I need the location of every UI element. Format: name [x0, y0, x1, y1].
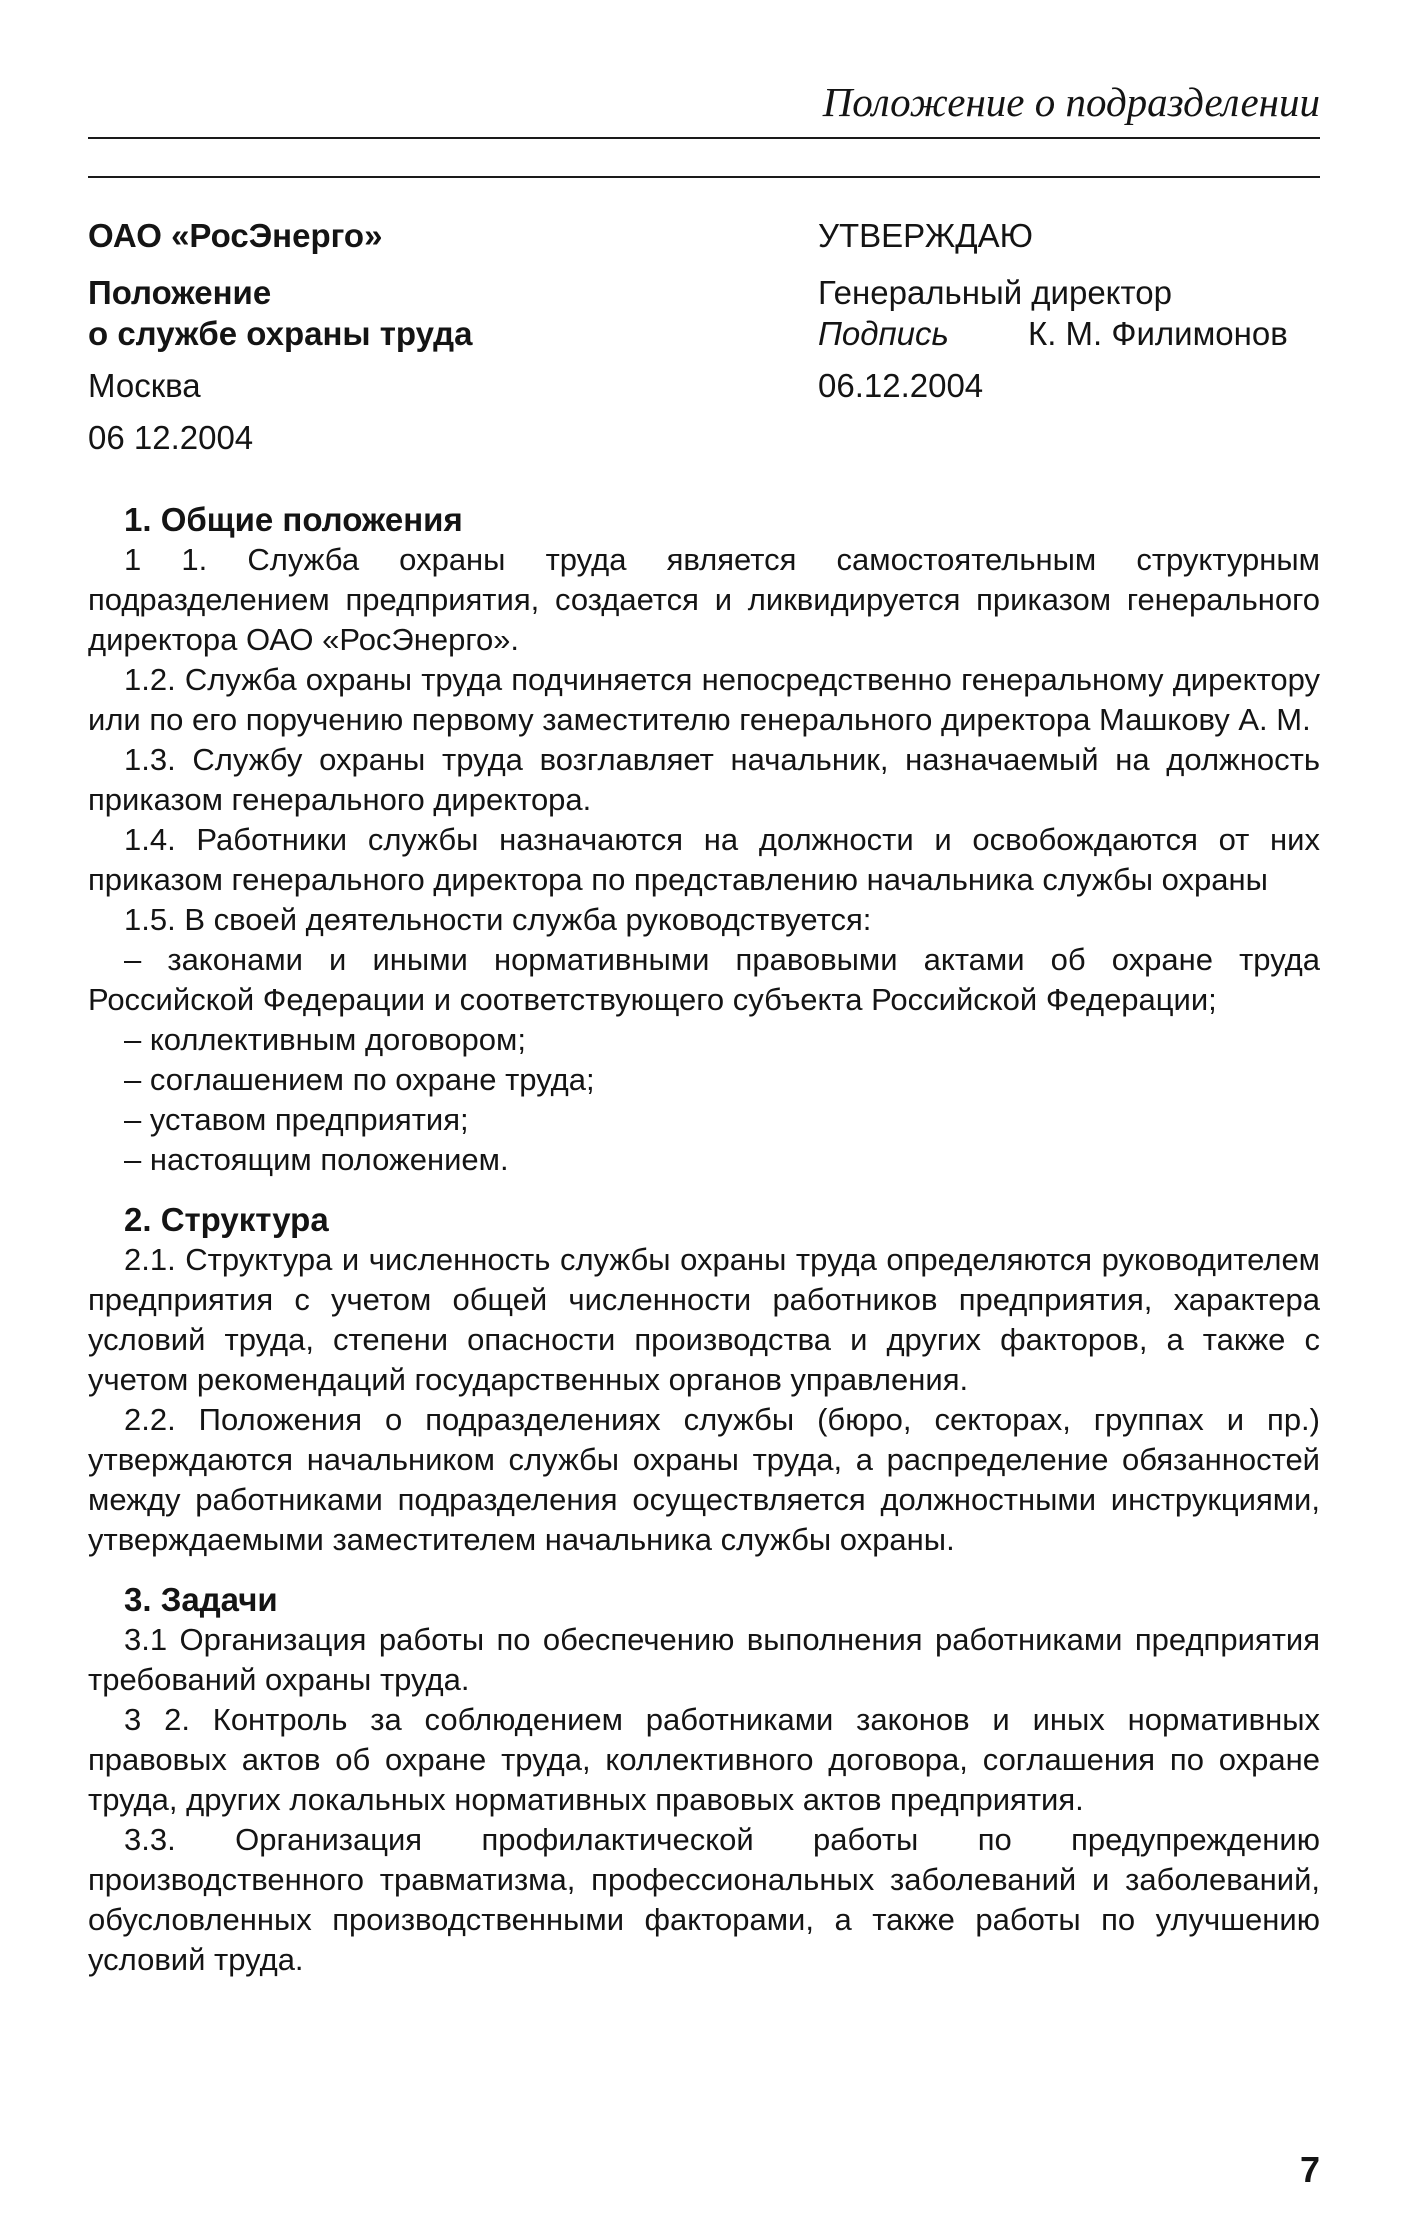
- paragraph: 1.2. Служба охраны труда подчиняется непосредственно генеральному директору или по его поручению первому заместителю генерального директора Машкову А. М.: [88, 662, 1320, 737]
- list-item: – коллективным договором;: [124, 1022, 526, 1057]
- document-title-line2: о службе охраны труда: [88, 315, 473, 352]
- section-general: [88, 500, 1320, 1180]
- paragraph: 1.4. Работники службы назначаются на должности и освобождаются от них приказом генерального директора по представлению начальника службы охраны: [88, 822, 1320, 897]
- page-number: 7: [1299, 2149, 1320, 2190]
- paragraph: 3.1 Организация работы по обеспечению выполнения работниками предприятия требований охраны труда.: [88, 1622, 1320, 1697]
- section-title: 3. Задачи: [124, 1581, 278, 1618]
- document-date: 06 12.2004: [88, 419, 254, 456]
- section-title: 1. Общие положения: [124, 501, 463, 538]
- running-head: Положение о подразделении: [822, 79, 1320, 125]
- organization-name: ОАО «РосЭнерго»: [88, 217, 383, 254]
- paragraph: 2.2. Положения о подразделениях службы (бюро, секторах, группах и пр.) утверждаются начальником службы охраны труда, а распределение обязанностей между работниками подразделения осуществляется должностными инструкциями, утверждаемыми заместителем начальника службы охраны.: [88, 1402, 1320, 1557]
- header-rule-top: [88, 137, 1320, 139]
- section-structure: [88, 1200, 1320, 1560]
- paragraph: 1 1. Служба охраны труда является самостоятельным структурным подразделением предприятия, создается и ликвидируется приказом генерального директора ОАО «РосЭнерго».: [88, 542, 1320, 657]
- city: Москва: [88, 367, 201, 404]
- signature-label: Подпись: [818, 315, 949, 352]
- section-title: 2. Структура: [124, 1201, 329, 1238]
- paragraph: 1.3. Службу охраны труда возглавляет начальник, назначаемый на должность приказом генерального директора.: [88, 742, 1320, 817]
- header-rule-bottom: [88, 176, 1320, 178]
- paragraph: 1.5. В своей деятельности служба руководствуется:: [124, 902, 872, 937]
- paragraph: 3 2. Контроль за соблюдением работниками законов и иных нормативных правовых актов об охране труда, коллективного договора, соглашения по охране труда, других локальных нормативных правовых актов предприятия.: [88, 1702, 1320, 1817]
- list-item: – уставом предприятия;: [124, 1102, 469, 1137]
- list-item: – настоящим положением.: [124, 1142, 509, 1177]
- approval-stamp: УТВЕРЖДАЮ: [818, 217, 1033, 254]
- list-item: – соглашением по охране труда;: [124, 1062, 595, 1097]
- document-body: [88, 500, 1320, 1980]
- paragraph: 3.3. Организация профилактической работы по предупреждению производственного травматизма, профессиональных заболеваний и заболеваний, обусловленных производственными факторами, а также работы по улучшению условий труда.: [88, 1822, 1320, 1977]
- paragraph: 2.1. Структура и численность службы охраны труда определяются руководителем предприятия с учетом общей численности работников предприятия, характера условий труда, степени опасности производства и других факторов, а также с учетом рекомендаций государственных органов управления.: [88, 1242, 1320, 1397]
- approver-position: Генеральный директор: [818, 274, 1172, 311]
- list-item: – законами и иными нормативными правовыми актами об охране труда Российской Федерации и соответствующего субъекта Российской Федерации;: [88, 942, 1320, 1017]
- approval-date: 06.12.2004: [818, 367, 984, 404]
- signatory-name: К. М. Филимонов: [1028, 315, 1288, 352]
- section-tasks: [88, 1580, 1320, 1980]
- document-title-line1: Положение: [88, 274, 272, 311]
